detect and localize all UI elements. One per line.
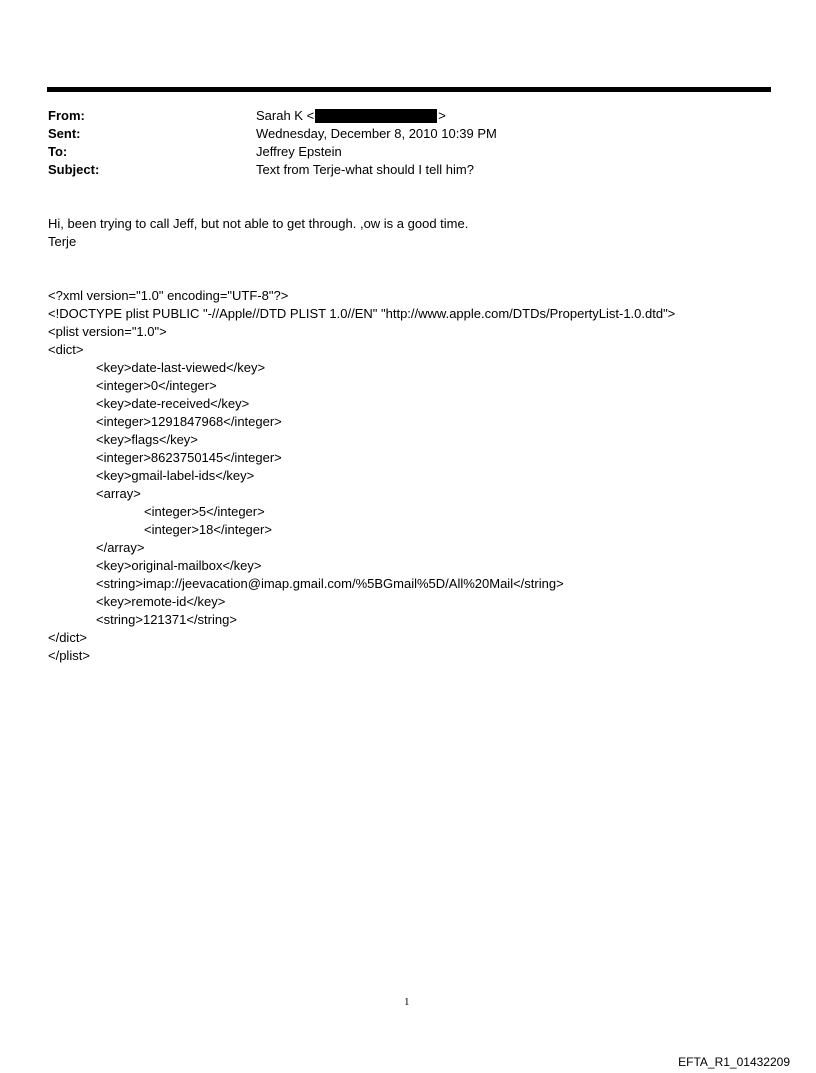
plist-line: <array> — [96, 486, 141, 501]
body-signature: Terje — [48, 234, 77, 249]
page-number: 1 — [404, 996, 410, 1008]
to-value: Jeffrey Epstein — [256, 144, 342, 159]
subject-value: Text from Terje-what should I tell him? — [256, 162, 474, 177]
to-label: To: — [48, 144, 68, 159]
plist-line: <key>date-last-viewed</key> — [96, 360, 266, 375]
plist-line: </dict> — [48, 630, 88, 645]
plist-line: </array> — [96, 540, 145, 555]
plist-line: <string>imap://jeevacation@imap.gmail.com/%5BGmail%5D/All%20Mail</string> — [96, 576, 564, 591]
plist-line: <key>date-received</key> — [96, 396, 250, 411]
plist-line: <key>flags</key> — [96, 432, 198, 447]
plist-line: </plist> — [48, 648, 90, 663]
header-divider — [47, 87, 771, 92]
plist-line: <integer>1291847968</integer> — [96, 414, 282, 429]
subject-row — [48, 161, 497, 179]
plist-line: <!DOCTYPE plist PUBLIC "-//Apple//DTD PLIST 1.0//EN" "http://www.apple.com/DTDs/PropertyList-1.0.dtd"> — [48, 306, 676, 321]
document-id: EFTA_R1_01432209 — [678, 1055, 790, 1069]
plist-block — [48, 287, 675, 665]
redaction-box — [315, 109, 437, 123]
body-line: Hi, been trying to call Jeff, but not able to get through. ,ow is a good time. — [48, 216, 469, 231]
plist-line: <?xml version="1.0" encoding="UTF-8"?> — [48, 288, 289, 303]
subject-label: Subject: — [48, 162, 100, 177]
plist-line: <key>gmail-label-ids</key> — [96, 468, 255, 483]
plist-line: <integer>5</integer> — [144, 504, 265, 519]
from-close-bracket: > — [438, 108, 446, 123]
sent-row — [48, 125, 497, 143]
plist-line: <integer>8623750145</integer> — [96, 450, 282, 465]
email-body — [48, 215, 468, 251]
plist-line: <key>remote-id</key> — [96, 594, 226, 609]
email-header — [48, 107, 497, 179]
sent-value: Wednesday, December 8, 2010 10:39 PM — [256, 126, 497, 141]
sent-label: Sent: — [48, 126, 81, 141]
from-row — [48, 107, 497, 125]
plist-line: <integer>18</integer> — [144, 522, 272, 537]
plist-line: <dict> — [48, 342, 84, 357]
from-name: Sarah K < — [256, 108, 315, 123]
from-value — [256, 107, 446, 125]
plist-line: <integer>0</integer> — [96, 378, 217, 393]
to-row — [48, 143, 497, 161]
from-label: From: — [48, 108, 85, 123]
plist-line: <plist version="1.0"> — [48, 324, 167, 339]
plist-line: <string>121371</string> — [96, 612, 237, 627]
plist-line: <key>original-mailbox</key> — [96, 558, 262, 573]
